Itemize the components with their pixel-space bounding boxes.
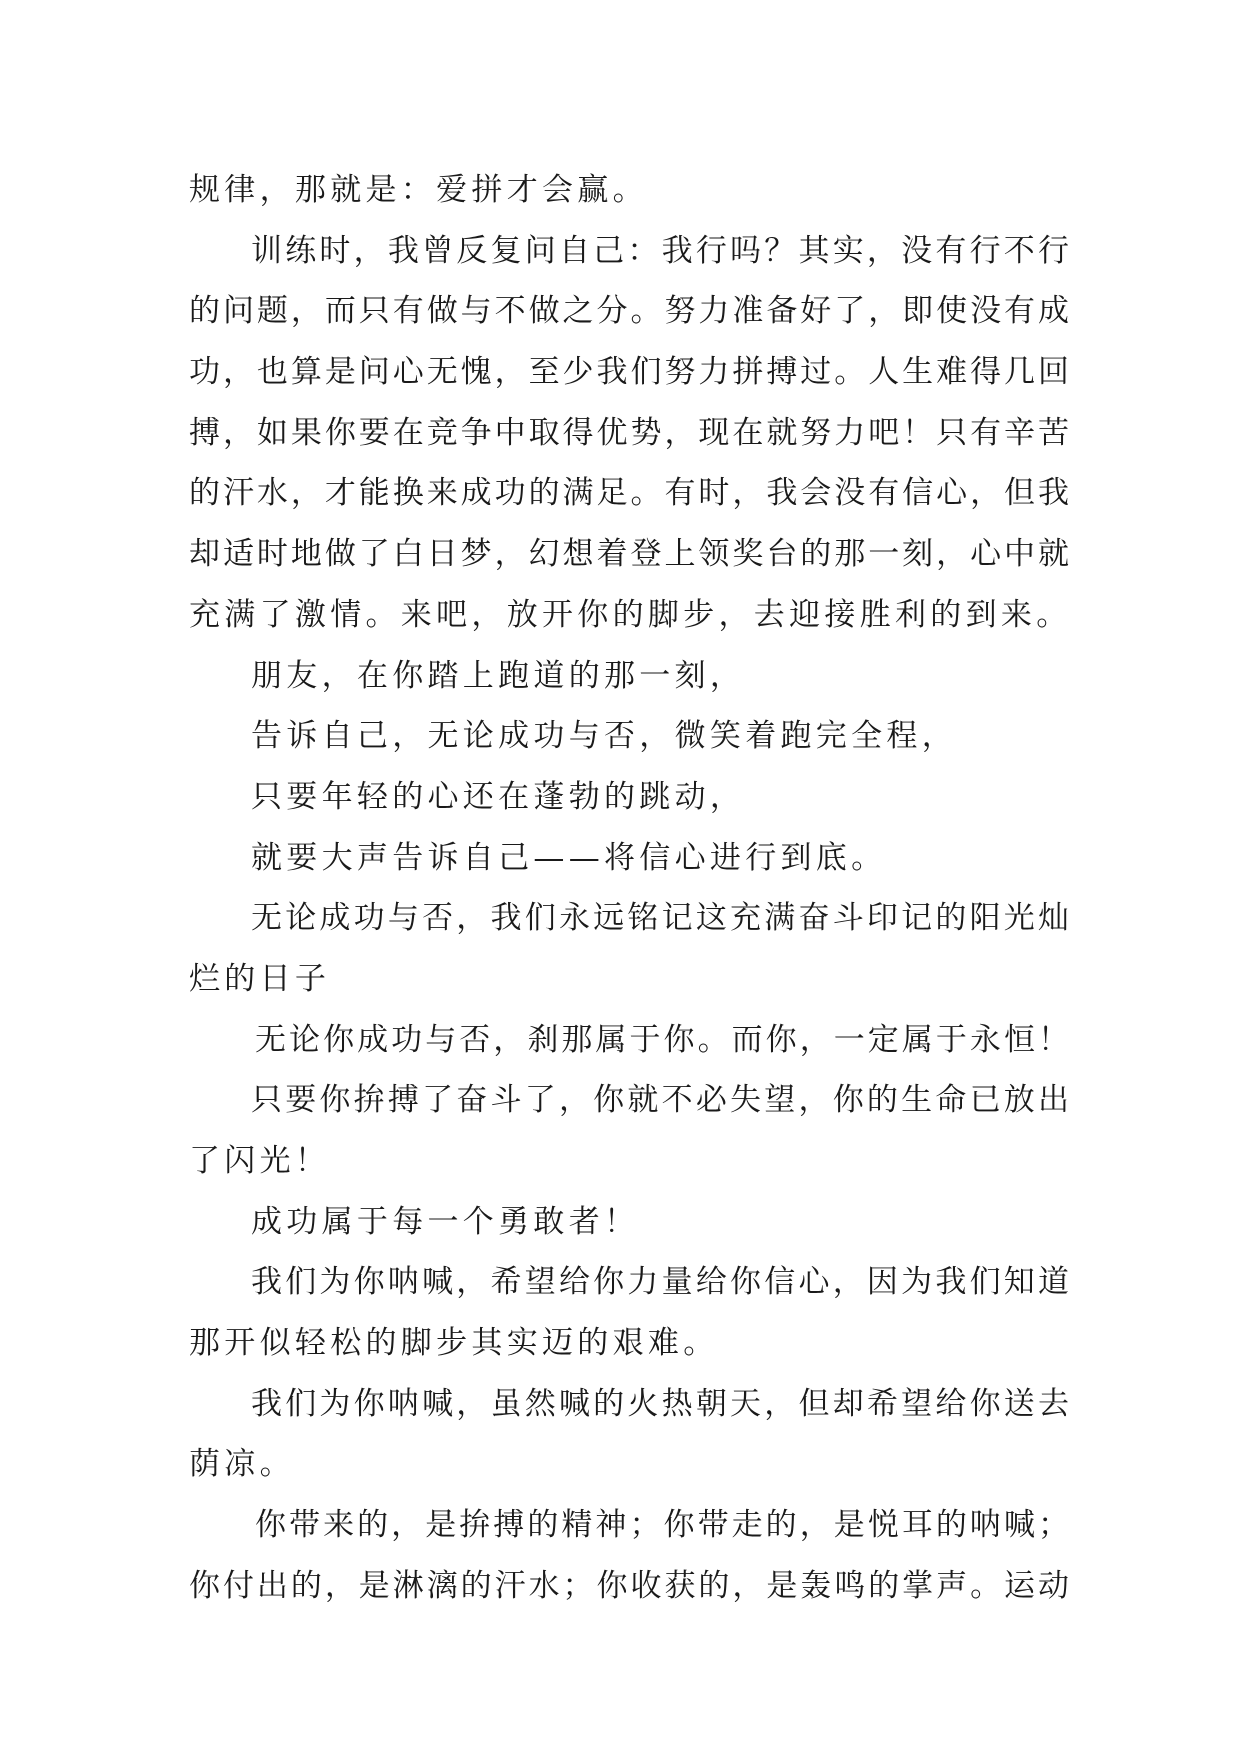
text-line: 那开似轻松的脚步其实迈的艰难。	[189, 1325, 719, 1362]
text-line: 荫凉。	[189, 1446, 295, 1483]
text-line: 你带来的，是拚搏的精神；你带走的，是悦耳的呐喊；	[255, 1507, 1069, 1544]
text-line: 就要大声告诉自己——将信心进行到底。	[251, 839, 887, 876]
text-line: 训练时，我曾反复问自己：我行吗？其实，没有行不行	[251, 232, 1069, 269]
text-line: 成功属于每一个勇敢者！	[251, 1203, 640, 1240]
document-body	[189, 160, 1072, 1617]
text-line: 充满了激情。来吧，放开你的脚步，去迎接胜利的到来。	[189, 596, 1072, 633]
text-line: 却适时地做了白日梦，幻想着登上领奖台的那一刻，心中就	[189, 536, 1069, 573]
text-line: 我们为你呐喊，虽然喊的火热朝天，但却希望给你送去	[251, 1385, 1069, 1422]
text-line: 我们为你呐喊，希望给你力量给你信心，因为我们知道	[251, 1264, 1069, 1301]
text-line: 无论你成功与否，刹那属于你。而你，一定属于永恒！	[255, 1021, 1069, 1058]
text-line: 朋友，在你踏上跑道的那一刻，	[251, 657, 746, 694]
text-line: 只要你拚搏了奋斗了，你就不必失望，你的生命已放出	[251, 1082, 1069, 1119]
text-line: 了闪光！	[189, 1143, 331, 1179]
text-line: 无论成功与否，我们永远铭记这充满奋斗印记的阳光灿	[251, 900, 1069, 937]
text-line: 只要年轻的心还在蓬勃的跳动，	[251, 778, 746, 815]
text-line: 的问题，而只有做与不做之分。努力准备好了，即使没有成	[189, 293, 1069, 330]
text-line: 的汗水，才能换来成功的满足。有时，我会没有信心，但我	[189, 475, 1069, 512]
text-line: 告诉自己，无论成功与否，微笑着跑完全程，	[251, 718, 957, 755]
text-line: 规律，那就是：爱拼才会赢。	[189, 172, 648, 208]
text-line: 功，也算是问心无愧，至少我们努力拼搏过。人生难得几回	[189, 354, 1069, 391]
text-line: 烂的日子	[189, 960, 331, 997]
text-line: 搏，如果你要在竞争中取得优势，现在就努力吧！只有辛苦	[189, 414, 1069, 451]
text-line: 你付出的，是淋漓的汗水；你收获的，是轰鸣的掌声。运动	[189, 1567, 1069, 1604]
